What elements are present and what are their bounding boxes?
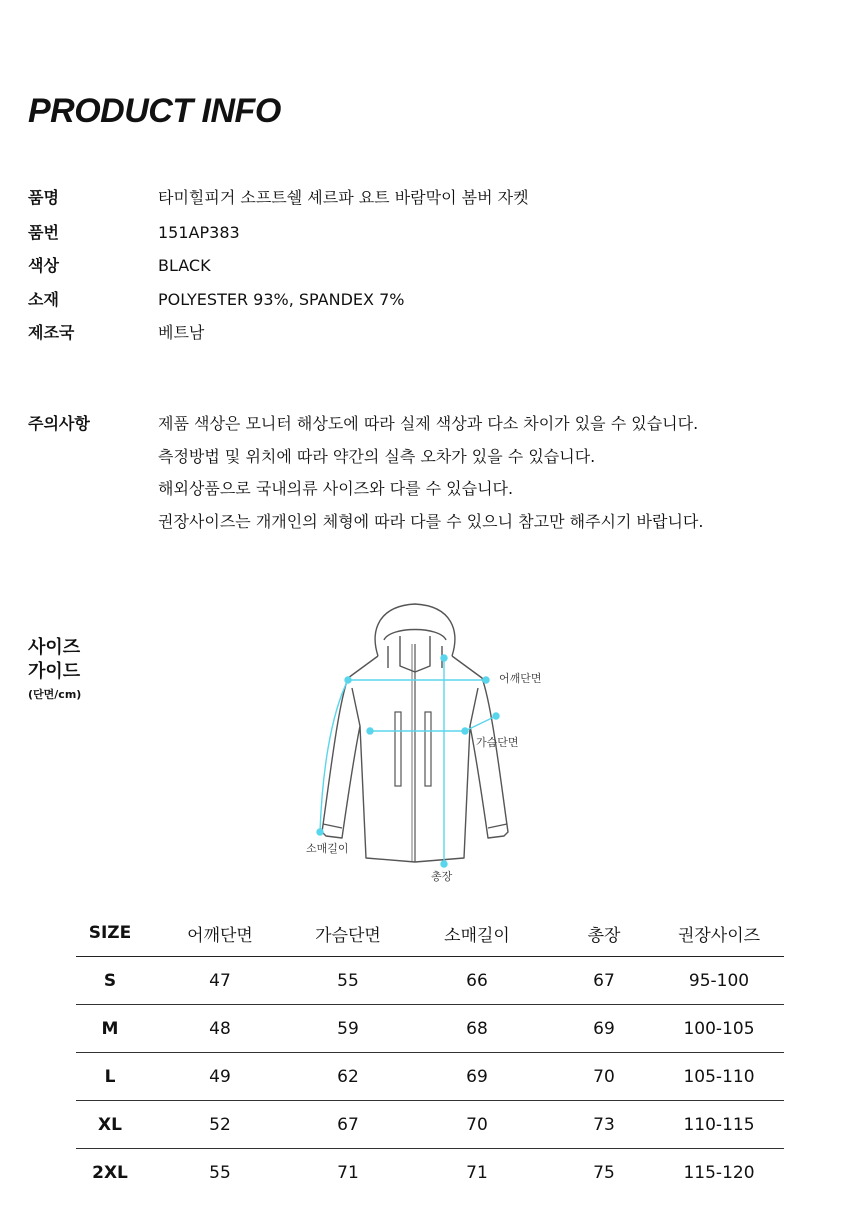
table-cell: 62 (296, 1053, 400, 1101)
notice-line: 권장사이즈는 개개인의 체형에 따라 다를 수 있으니 참고만 해주시기 바랍니다. (158, 512, 704, 531)
table-cell: 67 (554, 957, 654, 1005)
table-cell: 115-120 (683, 1162, 755, 1183)
info-label: 색상 (28, 256, 59, 275)
label-shoulder: 어깨단면 (499, 672, 542, 685)
jacket-details (395, 644, 431, 862)
table-cell: 100-105 (654, 1005, 784, 1053)
column-header-recommended: 권장사이즈 (654, 910, 784, 957)
info-value: 151AP383 (158, 223, 240, 242)
table-cell: 59 (296, 1005, 400, 1053)
table-cell: 68 (400, 1005, 554, 1053)
column-header-sleeve: 소매길이 (400, 910, 554, 957)
size-guide-title-line1: 사이즈 (28, 637, 81, 658)
table-cell-size: L (76, 1053, 144, 1101)
column-header-length: 총장 (554, 910, 654, 957)
info-value: POLYESTER 93%, SPANDEX 7% (158, 290, 405, 309)
size-guide-title-line2: 가이드 (28, 661, 81, 682)
table-cell: 52 (144, 1101, 296, 1149)
jacket-diagram (290, 596, 560, 886)
table-row (76, 1149, 784, 1197)
notice-label: 주의사항 (28, 414, 90, 433)
label-length: 총장 (431, 870, 453, 883)
table-cell-size: M (76, 1005, 144, 1053)
table-cell: 67 (296, 1101, 400, 1149)
size-guide-unit: (단면/cm) (28, 688, 82, 701)
info-label: 제조국 (28, 323, 75, 342)
table-cell: 70 (554, 1053, 654, 1101)
table-cell: 55 (209, 1162, 231, 1183)
table-row (76, 957, 784, 1005)
notice-line: 측정방법 및 위치에 따라 약간의 실측 오차가 있을 수 있습니다. (158, 447, 596, 466)
table-cell: 75 (593, 1162, 615, 1183)
info-label: 품번 (28, 223, 59, 242)
info-value: BLACK (158, 256, 211, 275)
label-chest: 가슴단면 (476, 736, 519, 749)
column-header-shoulder: 어깨단면 (144, 910, 296, 957)
table-row (76, 1101, 784, 1149)
table-cell: 71 (337, 1162, 359, 1183)
size-table (76, 910, 784, 1196)
table-cell: 69 (400, 1053, 554, 1101)
table-cell: 70 (400, 1101, 554, 1149)
table-cell-size: XL (76, 1101, 144, 1149)
info-label: 품명 (28, 188, 59, 207)
table-cell: 73 (554, 1101, 654, 1149)
table-cell: 95-100 (654, 957, 784, 1005)
column-header-chest: 가슴단면 (296, 910, 400, 957)
table-cell: 66 (400, 957, 554, 1005)
notice-line: 해외상품으로 국내의류 사이즈와 다를 수 있습니다. (158, 479, 514, 498)
table-cell-size: S (76, 957, 144, 1005)
label-sleeve: 소매길이 (306, 842, 349, 855)
info-value: 타미힐피거 소프트쉘 셰르파 요트 바람막이 봄버 자켓 (158, 188, 529, 207)
info-label: 소재 (28, 290, 59, 309)
table-cell: 49 (144, 1053, 296, 1101)
size-guide-title (28, 636, 80, 684)
table-cell: 71 (466, 1162, 488, 1183)
table-row (76, 1053, 784, 1101)
notice-line: 제품 색상은 모니터 해상도에 따라 실제 색상과 다소 차이가 있을 수 있습니다. (158, 414, 699, 433)
table-header-row (76, 910, 784, 957)
column-header-size: SIZE (76, 910, 144, 957)
table-cell: 110-115 (654, 1101, 784, 1149)
measurement-lines (317, 655, 499, 867)
table-cell: 48 (144, 1005, 296, 1053)
page-title: PRODUCT INFO (28, 92, 281, 130)
table-cell-size: 2XL (92, 1162, 128, 1183)
table-row (76, 1005, 784, 1053)
table-cell: 105-110 (654, 1053, 784, 1101)
table-cell: 47 (144, 957, 296, 1005)
info-value: 베트남 (158, 323, 205, 342)
table-cell: 55 (296, 957, 400, 1005)
table-cell: 69 (554, 1005, 654, 1053)
